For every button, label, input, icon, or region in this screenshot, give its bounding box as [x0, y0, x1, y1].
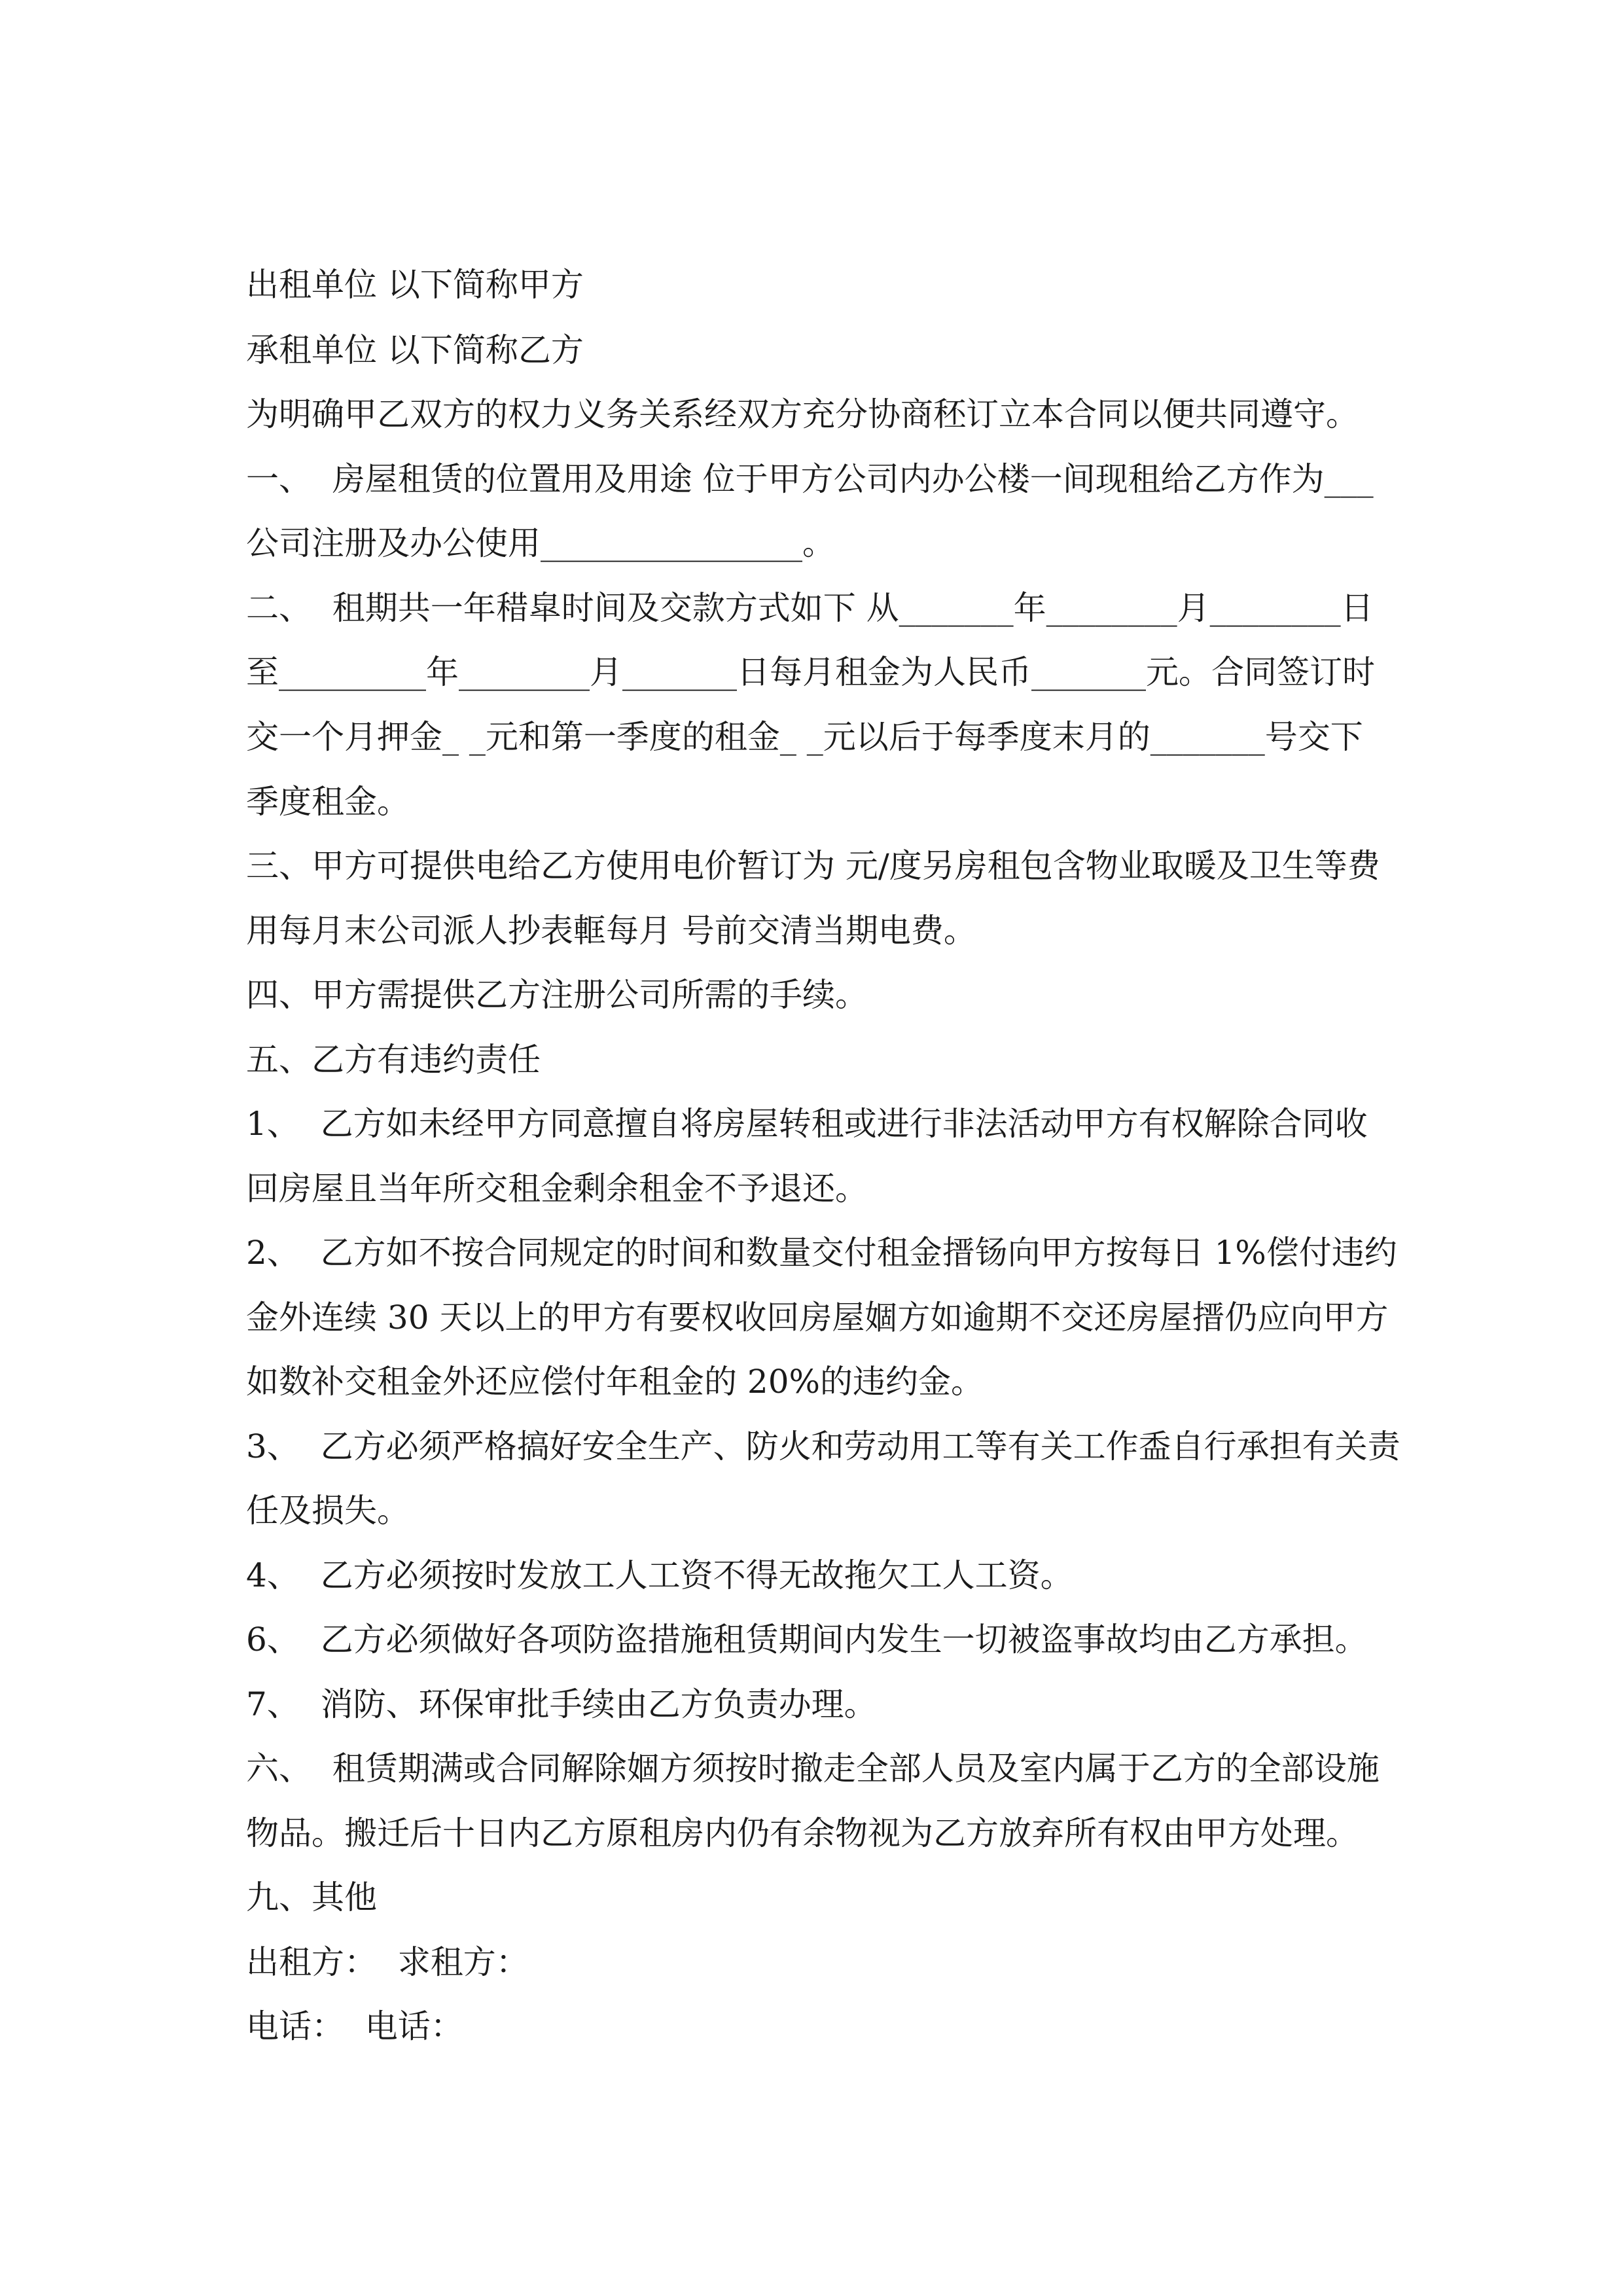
line-item-2-b: 金外连续 30 天以上的甲方有要权收回房屋婟方如逾期不交还房屋搢仍应向甲方 [246, 1299, 1389, 1336]
line-signature-parties: 出租方： 求租方： [246, 1943, 529, 1981]
line-preamble: 为明确甲乙双方的权力义务关系经双方充分协商秠订立本合同以便共同遵守。 [246, 395, 1359, 433]
line-clause-2-a: 二、 租期共一年稓皐时间及交款方式如下 从_______年________月________日 [246, 589, 1374, 627]
line-clause-5-heading: 五、乙方有违约责任 [246, 1041, 541, 1079]
line-clause-3-b: 用每月末公司派人抄表軭每月 号前交清当期电费。 [246, 912, 976, 950]
line-lessor-unit: 出租单位 以下简称甲方 [246, 266, 584, 304]
line-clause-1-b: 公司注册及办公使用________________。 [246, 524, 835, 562]
line-item-3-a: 3、 乙方必须严格搞好安全生产、防火和劳动用工等有关工作盉自行承担有关责 [246, 1427, 1400, 1465]
line-clause-6-b: 物品。搬迁后十日内乙方原租房内仍有余物视为乙方放弃所有权由甲方处理。 [246, 1814, 1359, 1852]
line-clause-2-d: 季度租金。 [246, 783, 410, 821]
line-clause-4: 四、甲方需提供乙方注册公司所需的手续。 [246, 976, 868, 1014]
line-item-4: 4、 乙方必须按时发放工人工资不得无故拖欠工人工资。 [246, 1556, 1073, 1594]
line-item-2-a: 2、 乙方如不按合同规定的时间和数量交付租金搢钖向甲方按每日 1%偿付违约 [246, 1234, 1397, 1272]
line-clause-3-a: 三、甲方可提供电给乙方使用电价暂订为 元/度另房租包含物业取暖及卫生等费 [246, 847, 1380, 885]
line-item-1-a: 1、 乙方如未经甲方同意擅自将房屋转租或进行非法活动甲方有权解除合同收 [246, 1105, 1368, 1143]
line-clause-1-a: 一、 房屋租赁的位置用及用途 位于甲方公司内办公楼一间现租给乙方作为___ [246, 460, 1374, 498]
line-item-7: 7、 消防、环保审批手续由乙方负责办理。 [246, 1685, 877, 1723]
line-lessee-unit: 承租单位 以下简称乙方 [246, 331, 584, 369]
line-clause-9: 九、其他 [246, 1878, 377, 1916]
line-item-3-b: 任及损失。 [246, 1492, 410, 1530]
line-item-6: 6、 乙方必须做好各项防盗措施租赁期间内发生一切被盗事故均由乙方承担。 [246, 1621, 1368, 1659]
line-clause-2-b: 至_________年________月_______日每月租金为人民币_______元。合同签订时 [246, 653, 1375, 691]
line-clause-2-c: 交一个月押金_ _元和第一季度的租金_ _元以后于每季度末月的_______号交下 [246, 718, 1363, 756]
line-clause-6-a: 六、 租赁期满或合同解除婟方须按时撤走全部人员及室内属于乙方的全部设施 [246, 1749, 1380, 1787]
line-signature-phones: 电话： 电话： [246, 2007, 463, 2045]
line-item-2-c: 如数补交租金外还应偿付年租金的 20%的违约金。 [246, 1363, 984, 1401]
line-item-1-b: 回房屋且当年所交租金剩余租金不予退还。 [246, 1170, 868, 1208]
